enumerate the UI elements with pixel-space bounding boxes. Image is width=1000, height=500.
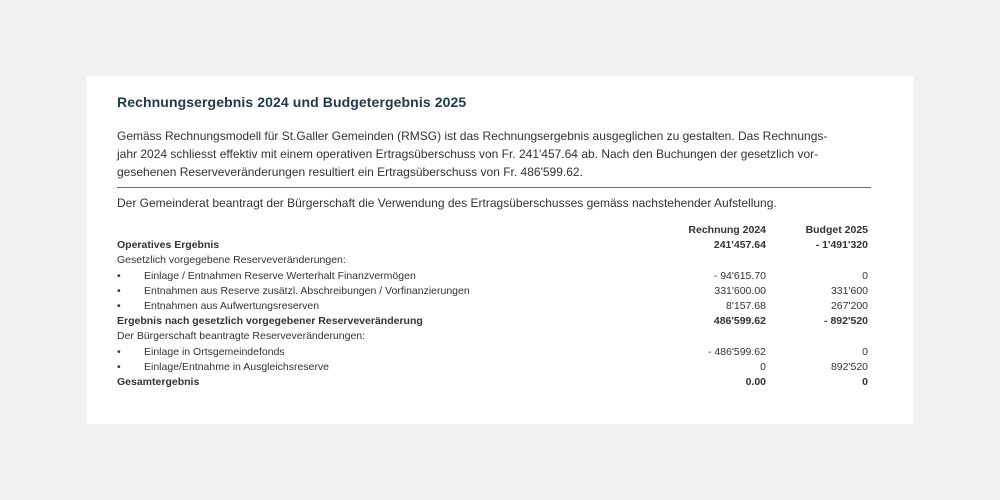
bullet-icon: • [117,360,121,373]
row-rechnung-2024: - 94'615.70 [713,269,766,282]
header-budget-2025: Budget 2025 [805,224,868,236]
row-label [117,269,646,284]
header-rechnung-2024: Rechnung 2024 [688,224,766,236]
request-text: Der Gemeinderat beantragt der Bürgerschaft die Verwendung des Ertragsüberschusses gemäss nachstehender Aufstellung. [117,196,777,210]
table-row [117,253,868,268]
intro-paragraph [117,127,883,181]
intro-line: jahr 2024 schliesst effektiv mit einem operativen Ertragsüberschuss von Fr. 241'457.64 ab. Nach den Buchungen der gesetzlich vor- [117,147,819,161]
row-label-text: Ergebnis nach gesetzlich vorgegebener Reserveveränderung [117,315,423,328]
bullet-icon: • [117,269,121,282]
row-budget-2025: 892'520 [830,360,868,373]
row-label-text: Einlage / Entnahmen Reserve Werterhalt Finanzvermögen [144,269,416,282]
row-label [117,375,646,390]
table-body [117,238,868,390]
row-label [117,314,646,329]
row-rechnung-2024: 0 [760,360,766,373]
table-row [117,299,868,314]
row-budget-2025: - 892'520 [824,315,868,328]
row-label [117,253,646,268]
row-rechnung-2024 [646,329,766,344]
row-rechnung-2024: 0.00 [745,376,766,389]
header-label [117,223,646,238]
row-budget-2025: 331'600 [830,284,868,297]
row-budget-2025: 0 [862,376,868,389]
row-label [117,299,646,314]
table-row [117,360,868,375]
row-budget-2025: - 1'491'320 [815,239,868,252]
result-table [117,223,868,390]
document-card [87,76,913,424]
bullet-icon: • [117,300,121,313]
row-label-text: Gesamtergebnis [117,376,200,389]
row-rechnung-2024 [646,253,766,268]
intro-line: gesehenen Reserveveränderungen resultiert ein Ertragsüberschuss von Fr. 486'599.62. [117,165,583,179]
table-row [117,345,868,360]
table-row [117,238,868,253]
intro-line: Gemäss Rechnungsmodell für St.Galler Gemeinden (RMSG) ist das Rechnungsergebnis ausgeglichen zu gestalten. Das Rechnungs- [117,129,828,143]
table-header-row [117,223,868,238]
bullet-icon: • [117,284,121,297]
row-label-text: Einlage in Ortsgemeindefonds [144,345,285,358]
row-label [117,329,646,344]
row-budget-2025 [766,329,868,344]
row-rechnung-2024: 8'157.68 [726,300,766,313]
row-rechnung-2024: 486'599.62 [713,315,766,328]
row-budget-2025: 0 [862,345,868,358]
row-label-text: Operatives Ergebnis [117,239,220,252]
row-budget-2025: 0 [862,269,868,282]
row-label-text: Entnahmen aus Reserve zusätzl. Abschreibungen / Vorfinanzierungen [144,284,470,297]
row-rechnung-2024: 331'600.00 [714,284,766,297]
table-row [117,375,868,390]
row-budget-2025: 267'200 [830,300,868,313]
document-title: Rechnungsergebnis 2024 und Budgetergebnis 2025 [117,94,467,110]
divider [117,187,871,188]
row-label-text: Gesetzlich vorgegebene Reserveveränderungen: [117,254,346,267]
row-label [117,238,646,253]
bullet-icon: • [117,345,121,358]
row-label [117,284,646,299]
row-rechnung-2024: 241'457.64 [713,239,766,252]
table-row [117,314,868,329]
row-label-text: Der Bürgerschaft beantragte Reserveveränderungen: [117,330,366,343]
row-label [117,345,646,360]
row-rechnung-2024: - 486'599.62 [707,345,766,358]
row-budget-2025 [766,253,868,268]
row-label-text: Einlage/Entnahme in Ausgleichsreserve [144,360,330,373]
table-row [117,329,868,344]
row-label-text: Entnahmen aus Aufwertungsreserven [144,300,320,313]
table-row [117,284,868,299]
table-row [117,269,868,284]
row-label [117,360,646,375]
